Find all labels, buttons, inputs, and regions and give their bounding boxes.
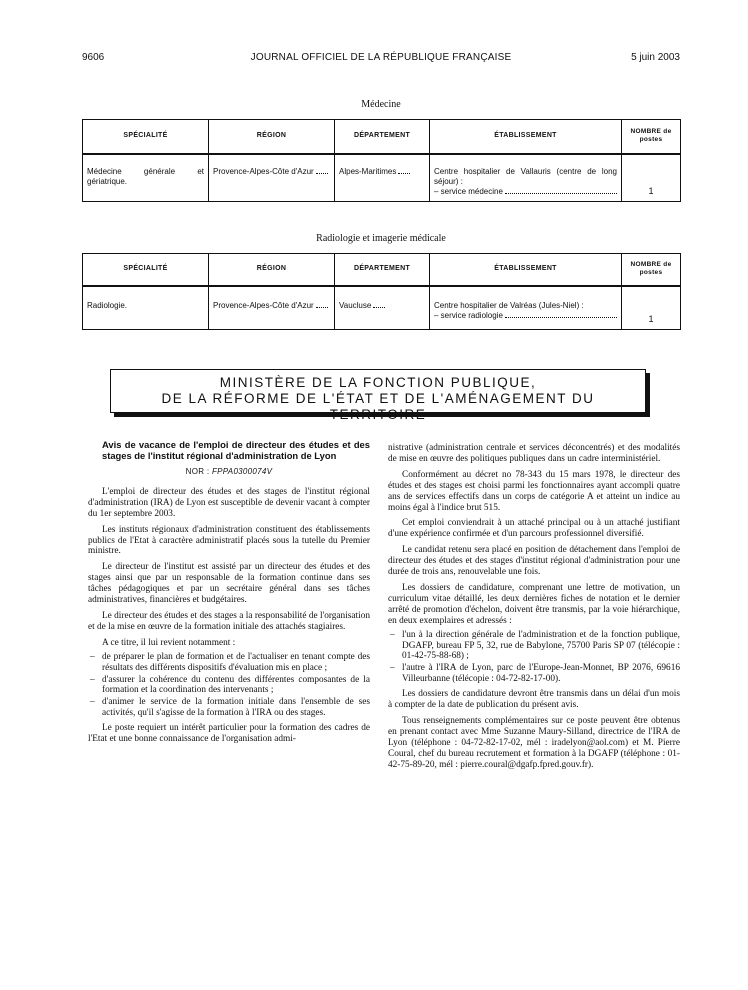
column-header: SPÉCIALITÉ	[83, 120, 209, 154]
table-row	[83, 286, 681, 330]
table-radiologie	[82, 253, 681, 330]
etablissement-name: Centre hospitalier de Valréas (Jules-Niel) :	[434, 300, 584, 310]
paragraph: Les dossiers de candidature, comprenant une lettre de motivation, un curriculum vitae détaillé, les deux dernières fiches de notation et le dernier arrêté de promotion d'échelon, doivent être transmis, par la voie hiérarchique, en deux exemplaires et adressés :	[388, 582, 680, 626]
paragraph: nistrative (administration centrale et services déconcentrés) et des modalités de mise en œuvre des politiques publiques dans un cadre interministériel.	[388, 443, 680, 464]
page-header	[82, 52, 680, 66]
nor-label: NOR :	[185, 467, 210, 476]
issue-date: 5 juin 2003	[631, 52, 680, 63]
list-item: – de préparer le plan de formation et de l'actualiser en tenant compte des résultats des différents dispositifs d'évaluation mis en place ;	[88, 652, 370, 674]
page-number: 9606	[82, 52, 105, 63]
paragraph: Les instituts régionaux d'administration constituent des établissements publics de l'Etat à caractère administratif placés sous la tutelle du Premier ministre.	[88, 524, 370, 557]
column-header: RÉGION	[209, 254, 335, 286]
cell-region: Provence-Alpes-Côte d'Azur	[209, 286, 335, 330]
journal-title: JOURNAL OFFICIEL DE LA RÉPUBLIQUE FRANÇAISE	[250, 52, 512, 63]
column-header: DÉPARTEMENT	[335, 120, 430, 154]
paragraph: Le poste requiert un intérêt particulier pour la formation des cadres de l'Etat et une bonne connaissance de l'organisation admi-	[88, 723, 370, 745]
table-header-row	[83, 120, 681, 154]
left-column	[88, 440, 370, 745]
cell-nombre: 1	[622, 286, 681, 330]
table-header-row	[83, 254, 681, 286]
duties-list	[88, 652, 370, 719]
cell-etablissement	[430, 286, 622, 330]
ministry-line-2: DE LA RÉFORME DE L'ÉTAT ET DE L'AMÉNAGEMENT DU TERRITOIRE	[161, 391, 595, 422]
cell-departement: Alpes-Maritimes	[335, 154, 430, 202]
table-medecine	[82, 119, 681, 202]
list-item: – d'assurer la cohérence du contenu des différentes composantes de la formation et la coordination des intervenants ;	[88, 675, 370, 697]
table-caption-radiologie: Radiologie et imagerie médicale	[316, 233, 446, 244]
cell-specialite: Radiologie.	[83, 286, 209, 330]
addresses-list	[388, 630, 680, 686]
cell-region: Provence-Alpes-Côte d'Azur	[209, 154, 335, 202]
paragraph: A ce titre, il lui revient notamment :	[102, 637, 236, 648]
cell-nombre: 1	[622, 154, 681, 202]
paragraph: Cet emploi conviendrait à un attaché principal ou à un attaché justifiant d'une expérience confirmée et d'un parcours professionnel diversifié.	[388, 518, 680, 540]
ministry-line-1: MINISTÈRE DE LA FONCTION PUBLIQUE,	[219, 375, 537, 390]
paragraph: Tous renseignements complémentaires sur ce poste peuvent être obtenus en prenant contact avec Mme Suzanne Maury-Silland, directrice de l'IRA de Lyon (téléphone : 04-72-82-17-02, mél : iradelyon@aol.com) et M. Pierre Coural, chef du bureau recrutement et formation à la DGAFP (téléphone : 01-42-75-89-20, mél : pierre.coural@dgafp.fpred.gouv.fr).	[388, 715, 680, 770]
column-header: NOMBRE de postes	[622, 254, 681, 286]
table-caption-medecine: Médecine	[361, 99, 401, 110]
list-item: – l'un à la direction générale de l'administration et de la fonction publique, DGAFP, bureau FP 5, 32, rue de Babylone, 75700 Paris SP 07 (télécopie : 01-42-75-88-68) ;	[388, 630, 680, 663]
cell-specialite: Médecine générale et gériatrique.	[83, 154, 209, 202]
paragraph: Le candidat retenu sera placé en position de détachement dans l'emploi de directeur des études et des stages d'institut régional d'administration pour une durée de trois ans, renouvelable une fois.	[388, 545, 680, 578]
list-item: – d'animer le service de la formation initiale dans l'ensemble de ses activités, qu'il s'agisse de la formation à l'IRA ou des stages.	[88, 697, 370, 719]
cell-etablissement	[430, 154, 622, 202]
notice-title: Avis de vacance de l'emploi de directeur des études et des stages de l'institut régional d'administration de Lyon	[102, 439, 370, 461]
column-header: SPÉCIALITÉ	[83, 254, 209, 286]
column-header: ÉTABLISSEMENT	[430, 254, 622, 286]
paragraph: Le directeur de l'institut est assisté par un directeur des études et des stages ainsi que par un responsable de la formation continue dans ses tâches pédagogiques et par un secrétaire général dans ses tâches administratives, financières et budgétaires.	[88, 562, 370, 606]
column-header: ÉTABLISSEMENT	[430, 120, 622, 154]
paragraph: Les dossiers de candidature devront être transmis dans un délai d'un mois à compter de la date de publication du présent avis.	[388, 689, 680, 711]
service-line: – service radiologie	[434, 311, 617, 321]
table-row	[83, 154, 681, 202]
list-item: – l'autre à l'IRA de Lyon, parc de l'Europe-Jean-Monnet, BP 2076, 69616 Villeurbanne (télécopie : 04-72-82-17-00).	[388, 663, 680, 685]
column-header: NOMBRE de postes	[622, 120, 681, 154]
ministry-banner	[110, 369, 646, 422]
cell-departement: Vaucluse	[335, 286, 430, 330]
paragraph: Le directeur des études et des stages a la responsabilité de l'organisation et de la mise en œuvre de la formation initiale des attachés stagiaires.	[88, 610, 370, 632]
etablissement-name: Centre hospitalier de Vallauris (centre de long séjour) :	[434, 166, 617, 186]
column-header: RÉGION	[209, 120, 335, 154]
paragraph: Conformément au décret no 78-343 du 15 mars 1978, le directeur des études et des stages est choisi parmi les fonctionnaires ayant accompli quatre ans de services effectifs dans un corps de catégorie A et atteint un indice au moins égal à l'indice brut 515.	[388, 469, 680, 513]
right-column	[388, 443, 680, 770]
nor-code: FPPA0300074V	[211, 467, 273, 476]
column-header: DÉPARTEMENT	[335, 254, 430, 286]
service-line: – service médecine	[434, 187, 617, 197]
paragraph: L'emploi de directeur des études et des stages de l'institut régional d'administration (IRA) de Lyon est susceptible de devenir vacant à compter du 1er septembre 2003.	[88, 486, 370, 519]
nor-reference	[88, 467, 370, 478]
